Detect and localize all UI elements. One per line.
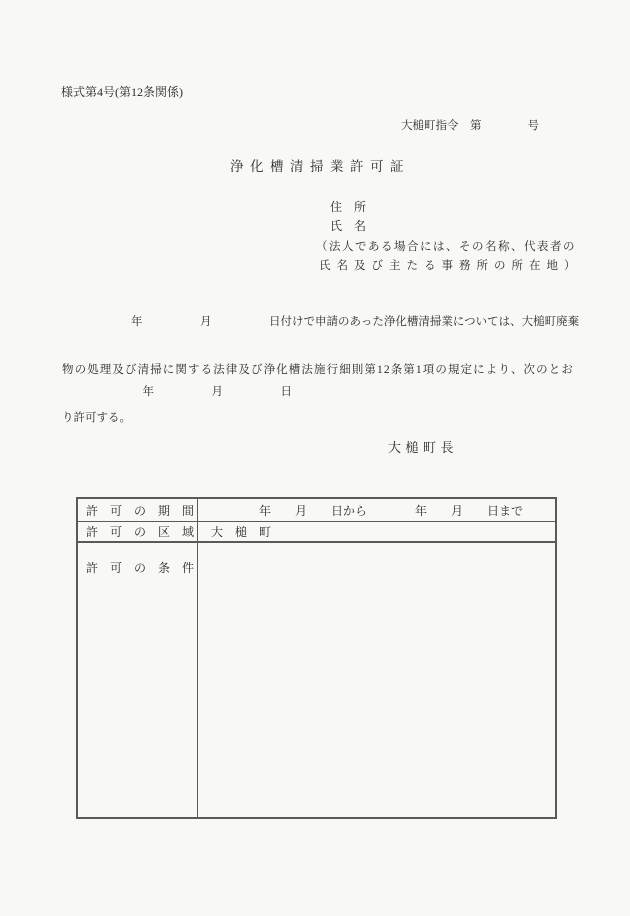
address-label: 住 所 [330,200,367,214]
body-line-1: 年 月 日付けで申請のあった浄化槽清掃業については、大槌町廃棄 [62,315,580,328]
directive-number-line: 大槌町指令 第 号 [401,120,539,132]
name-label: 氏 名 [330,219,367,233]
form-number: 様式第4号(第12条関係) [61,85,183,99]
document-title: 浄化槽清掃業許可証 [230,159,410,174]
body-paragraph [62,284,579,456]
permit-area-label: 許 可 の 区 域 [78,522,198,543]
corporate-note-line1: （法人である場合には、その名称、代表者の [316,241,576,253]
issue-date-line: 年 月 日 [62,386,292,398]
mayor-signature: 大槌町長 [388,440,459,455]
corporate-note-line2: 氏名及び主たる事務所の所在地） [319,260,582,272]
permit-table [76,497,557,819]
permit-conditions-label: 許 可 の 条 件 [78,543,198,817]
body-line-2: 物の処理及び清掃に関する法律及び浄化槽法施行細則第12条第1項の規定により、次のとお [62,363,574,376]
permit-period-label: 許 可 の 期 間 [78,499,198,522]
body-line-3: り許可する。 [62,411,131,424]
permit-area-value: 大 槌 町 [198,522,555,543]
permit-conditions-value [198,543,555,817]
permit-period-value: 年 月 日から 年 月 日まで [198,499,555,522]
